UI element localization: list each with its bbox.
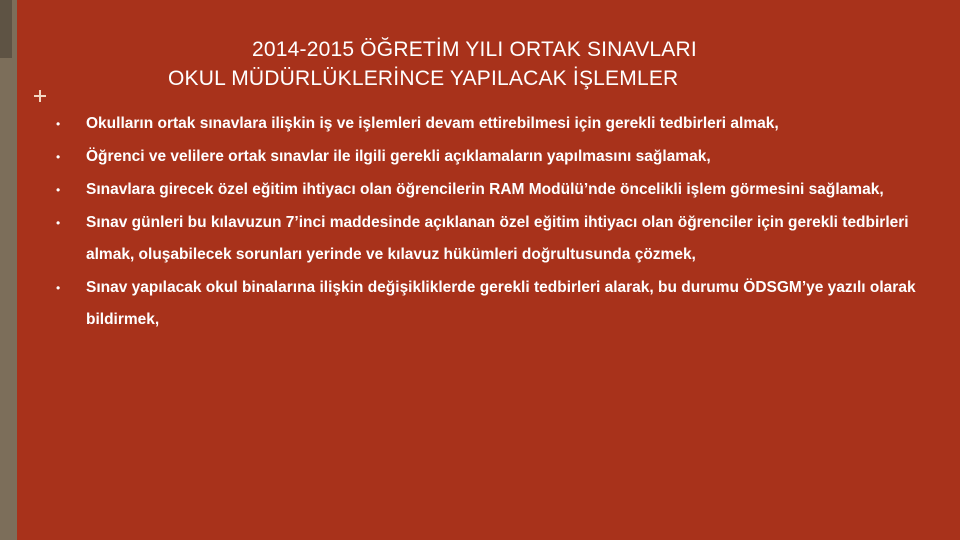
- slide-title-line-2: OKUL MÜDÜRLÜKLERİNCE YAPILACAK İŞLEMLER: [168, 67, 679, 90]
- left-accent-bar: [0, 0, 12, 58]
- bullet-text: Sınav günleri bu kılavuzun 7’inci maddesinde açıklanan özel eğitim ihtiyacı olan öğrenciler için gerekli tedbirleri almak, oluşabilecek sorunları yerinde ve kılavuz hükümleri doğrultusunda çözmek,: [86, 214, 909, 263]
- bullet-dot-icon: •: [56, 150, 61, 164]
- bullet-text: Sınavlara girecek özel eğitim ihtiyacı olan öğrencilerin RAM Modülü’nde öncelikli işlem görmesini sağlamak,: [86, 181, 884, 198]
- bullet-dot-icon: •: [56, 183, 61, 197]
- bullet-item: [56, 108, 916, 140]
- bullet-dot-icon: •: [56, 281, 61, 295]
- bullet-dot-icon: •: [56, 216, 61, 230]
- bullet-list: [56, 108, 916, 337]
- left-decorative-band: [0, 0, 17, 540]
- bullet-item: [56, 141, 916, 173]
- bullet-item: [56, 207, 916, 271]
- slide-title-line-1: 2014-2015 ÖĞRETİM YILI ORTAK SINAVLARI: [252, 38, 697, 61]
- bullet-text: Öğrenci ve velilere ortak sınavlar ile ilgili gerekli açıklamaların yapılmasını sağlamak,: [86, 148, 711, 165]
- bullet-item: [56, 174, 916, 206]
- bullet-item: [56, 272, 916, 336]
- bullet-text: Okulların ortak sınavlara ilişkin iş ve işlemleri devam ettirebilmesi için gerekli tedbirleri almak,: [86, 115, 779, 132]
- bullet-dot-icon: •: [56, 117, 61, 131]
- bullet-text: Sınav yapılacak okul binalarına ilişkin değişikliklerde gerekli tedbirleri alarak, bu durumu ÖDSGM’ye yazılı olarak bildirmek,: [86, 279, 916, 328]
- plus-icon: [34, 90, 46, 102]
